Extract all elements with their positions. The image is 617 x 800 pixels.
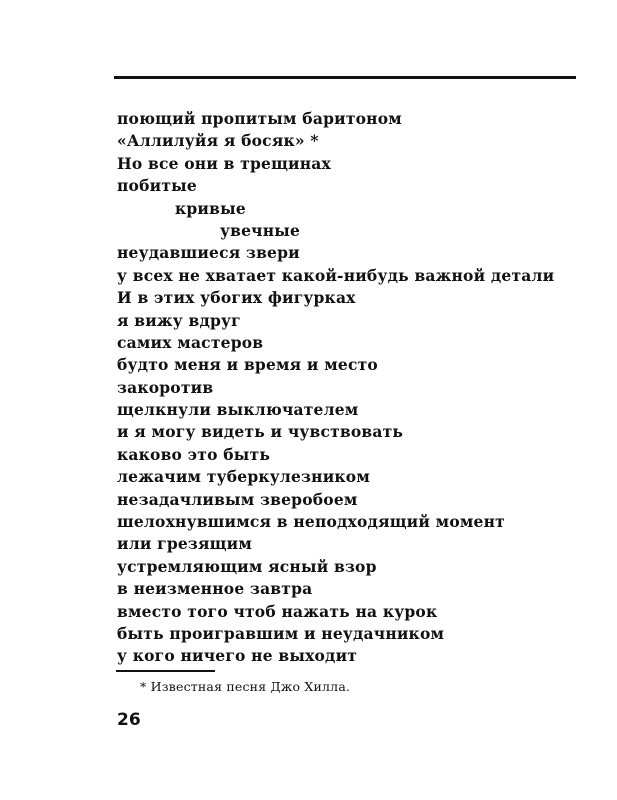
poem-line: неудавшиеся звери	[117, 243, 300, 263]
poem-line: закоротив	[117, 377, 214, 397]
poem-line: быть проигравшим и неудачником	[117, 623, 445, 643]
poem-line: побитые	[117, 176, 197, 196]
poem-line: каково это быть	[117, 444, 271, 464]
poem-line: «Аллилуйя я босяк» *	[117, 131, 319, 151]
poem-line: лежачим туберкулезником	[117, 467, 370, 487]
poem-line: самих мастеров	[117, 332, 264, 352]
poem-line: Но все они в трещинах	[117, 153, 331, 173]
poem-line: в неизменное завтра	[117, 579, 313, 599]
poem-line: кривые	[175, 198, 246, 218]
poem-line: И в этих убогих фигурках	[117, 288, 356, 308]
poem-line: у кого ничего не выходит	[117, 646, 358, 666]
poem-line: увечные	[220, 220, 301, 240]
footnote-text: * Известная песня Джо Хилла.	[140, 679, 351, 694]
poem-text	[117, 108, 554, 668]
poem-line: шелохнувшимся в неподходящий момент	[117, 512, 505, 532]
poem-line: щелкнули выключателем	[117, 400, 359, 420]
poem-line: вместо того чтоб нажать на курок	[117, 601, 438, 621]
poem-line: незадачливым зверобоем	[117, 489, 358, 509]
poem-line: я вижу вдруг	[117, 310, 241, 330]
page-number: 26	[117, 710, 141, 730]
footnote-separator	[116, 670, 215, 672]
poem-line: устремляющим ясный взор	[117, 556, 377, 576]
poem-line: или грезящим	[117, 534, 252, 554]
poem-line: и я могу видеть и чувствовать	[117, 422, 404, 442]
poem-line: у всех не хватает какой-нибудь важной детали	[117, 265, 555, 285]
poem-line: поющий пропитым баритоном	[117, 109, 402, 128]
header-rule	[114, 76, 576, 79]
poem-line: будто меня и время и место	[117, 355, 378, 375]
